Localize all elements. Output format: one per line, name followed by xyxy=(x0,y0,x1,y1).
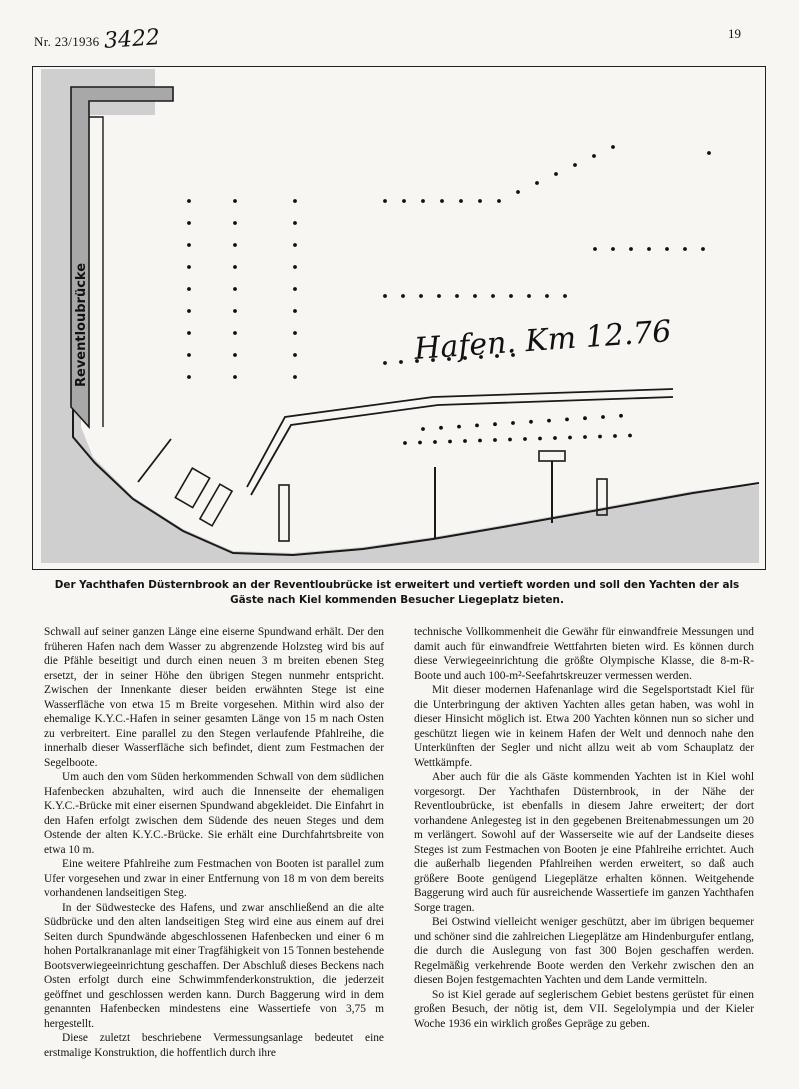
paragraph: Bei Ostwind vielleicht weniger geschützt, aber im übrigen bequemer und schöner sind die zahlreichen Liegeplätze am Hindenburgufer entlang, die durch die Auslegung von fast 300 Bojen geschaffen werden. Regelmäßig verkehrende Boote werden den Verkehr zwischen den an diesen Bojen festgemachten Yachten und dem Lande vermitteln. xyxy=(414,916,754,986)
mooring-buoy xyxy=(547,419,551,423)
mooring-buoy xyxy=(419,294,423,298)
mooring-buoy xyxy=(418,441,422,445)
mooring-buoy xyxy=(293,221,297,225)
paragraph: Diese zuletzt beschriebene Vermessungsanlage bedeutet eine erstmalige Konstruktion, die hoffentlich durch ihre xyxy=(44,1032,384,1059)
mooring-buoy xyxy=(629,247,633,251)
harbor-map-drawing xyxy=(33,67,767,571)
paragraph: technische Vollkommenheit die Gewähr für einwandfreie Messungen und damit auch für einwandfreie Wettfahrten bieten wird. Es können durch diese Verwiegeeinrichtung die größte Olympische Klasse, die 8-m-R-Boote und auch 100-m²-Seefahrtskreuzer vermessen werden. xyxy=(414,626,754,682)
mooring-buoy xyxy=(583,435,587,439)
mooring-buoy xyxy=(491,294,495,298)
mooring-buoy xyxy=(233,309,237,313)
mooring-buoy xyxy=(592,154,596,158)
mooring-buoy xyxy=(233,287,237,291)
paragraph: So ist Kiel gerade auf seglerischem Gebiet bestens gerüstet für einen großen Besuch, der nötig ist, dem VII. Segelolympia und der Kieler Woche 1936 ein wirklich großes Gepräge zu geben. xyxy=(414,988,754,1030)
mooring-buoy xyxy=(459,199,463,203)
mooring-buoy xyxy=(233,221,237,225)
mooring-buoy xyxy=(527,294,531,298)
mooring-buoy xyxy=(529,420,533,424)
paragraph: Mit dieser modernen Hafenanlage wird die Segelsportstadt Kiel für die Unterbringung der aktiven Yachten alles getan haben, was wohl in dieser Hinsicht möglich ist. Etwa 200 Yachten können nun so sicher und geschützt liegen wie in keinem Hafen der Welt und dennoch nahe den Unterkünften der Segler und nicht allzu weit ab vom Schauplatz der Wettkämpfe. xyxy=(414,684,754,769)
mooring-buoy xyxy=(497,199,501,203)
mooring-buoy xyxy=(683,247,687,251)
mooring-buoy xyxy=(187,243,191,247)
paragraph: Aber auch für die als Gäste kommenden Yachten ist in Kiel wohl vorgesorgt. Der Yachthafen Düsternbrook, in der Nähe der Reventloubrücke, ist ebenfalls in diesem Jahre erweitert; der dort vorhandene Anlegesteg ist in den gegebenen Breitenabmessungen um 20 m verlängert. Sowohl auf der Wasserseite wie auf der Landseite dieses Steges ist zum Festmachen von Booten je eine Pfahlreihe errichtet. Auch die außerhalb liegenden Pfahlreihen werden erweitert, so daß auch größere Boote genügend Liegeplätze erhalten können. Weitgehende Baggerung wird auch für ausreichende Wassertiefe im ganzen Yachthafen Sorge tragen. xyxy=(414,771,754,914)
mooring-buoy xyxy=(439,426,443,430)
mooring-buoy xyxy=(233,243,237,247)
mooring-buoy xyxy=(511,421,515,425)
mooring-buoy xyxy=(293,309,297,313)
mooring-buoy xyxy=(647,247,651,251)
mooring-buoy xyxy=(293,331,297,335)
mooring-buoy xyxy=(293,353,297,357)
pier xyxy=(279,485,289,541)
mooring-buoy xyxy=(535,181,539,185)
mooring-buoy xyxy=(598,435,602,439)
mooring-buoy xyxy=(628,434,632,438)
paragraph: In der Südwestecke des Hafens, und zwar anschließend an die alte Südbrücke und den alten landseitigen Steg wird eine aus einem auf drei Seiten durch Spundwände abgeschlossenen Hafenbecken und einer 6 m hohen Portalkrananlage mit einer Tragfähigkeit von 15 Tonnen bestehende Bootsverwiegeeinrichtung geschaffen. Der Abschluß dieses Beckens nach Osten erfolgt durch eine Schwimmfenderkonstruktion, die jederzeit geöffnet und geschlossen werden kann. Durch Baggerung wird in dem genannten Hafenbecken mindestens eine Wassertiefe von 3,75 m hergestellt. xyxy=(44,901,384,1030)
mooring-buoy xyxy=(516,190,520,194)
mooring-buoy xyxy=(613,434,617,438)
harbor-map xyxy=(32,66,766,570)
mooring-buoy xyxy=(187,265,191,269)
pier xyxy=(138,439,171,482)
mooring-buoy xyxy=(187,199,191,203)
mooring-buoy xyxy=(473,294,477,298)
handwritten-note: Hafen. Km 12.76 xyxy=(413,314,673,367)
mooring-buoy xyxy=(402,199,406,203)
mooring-buoy xyxy=(383,361,387,365)
paragraph: Schwall auf seiner ganzen Länge eine eiserne Spundwand erhält. Der den früheren Hafen nach dem Wasser zu abgrenzende Holzsteg wird bis auf die Pfähle beseitigt und durch einen neuen 3 m breiten ebenen Steg ersetzt, der in seiner Höhe den übrigen Stegen nunmehr entspricht. Zwischen der Innenkante dieser beiden erwähnten Stege ist eine Wasserfläche von etwa 15 m Breite vorgesehen. Mithin wird also der ehemalige K.Y.C.-Hafen in seiner gesamten Länge von 15 m nach Osten zu verbreitert. Eine parallel zu den Stegen verlaufende Pfahlreihe, die innerhalb dieser Wasserfläche sich befindet, dient zum Festmachen der Segelboote. xyxy=(44,626,384,769)
mooring-buoy xyxy=(475,424,479,428)
mooring-buoy xyxy=(187,309,191,313)
mooring-buoy xyxy=(401,294,405,298)
mooring-buoy xyxy=(508,438,512,442)
mooring-buoy xyxy=(440,199,444,203)
figure-caption: Der Yachthafen Düsternbrook an der Reventloubrücke ist erweitert und vertieft worden und soll den Yachten der als Gäste nach Kiel kommenden Besucher Liegeplatz bieten. xyxy=(54,579,740,607)
paragraph: Eine weitere Pfahlreihe zum Festmachen von Booten ist parallel zum Ufer vorgesehen und zwar in einer Entfernung von 18 m von dem bereits vorhandenen landseitigen Steg. xyxy=(44,858,384,899)
mooring-buoys xyxy=(187,145,711,445)
mooring-buoy xyxy=(383,294,387,298)
mooring-buoy xyxy=(403,441,407,445)
mooring-buoy xyxy=(293,199,297,203)
mooring-buoy xyxy=(707,151,711,155)
mooring-buoy xyxy=(493,438,497,442)
mooring-buoy xyxy=(293,243,297,247)
weighing-basin xyxy=(175,468,209,507)
mooring-buoy xyxy=(233,375,237,379)
mooring-buoy xyxy=(233,265,237,269)
mooring-buoy xyxy=(293,265,297,269)
mooring-buoy xyxy=(448,440,452,444)
mooring-buoy xyxy=(187,353,191,357)
mooring-buoy xyxy=(583,416,587,420)
mooring-buoy xyxy=(563,294,567,298)
mooring-buoy xyxy=(568,436,572,440)
mooring-buoy xyxy=(538,437,542,441)
mooring-buoy xyxy=(701,247,705,251)
mooring-buoy xyxy=(233,353,237,357)
mooring-buoy xyxy=(383,199,387,203)
mooring-buoy xyxy=(611,247,615,251)
mooring-buoy xyxy=(457,425,461,429)
mooring-buoy xyxy=(421,427,425,431)
mooring-buoy xyxy=(619,414,623,418)
mooring-buoy xyxy=(478,439,482,443)
mooring-buoy xyxy=(433,440,437,444)
mooring-buoy xyxy=(293,287,297,291)
breakwater xyxy=(247,389,673,495)
issue-number: Nr. 23/1936 xyxy=(34,34,100,49)
mooring-buoy xyxy=(437,294,441,298)
mooring-buoy xyxy=(593,247,597,251)
pier xyxy=(539,451,565,461)
mooring-buoy xyxy=(478,199,482,203)
handwritten-archive-number: 3422 xyxy=(103,25,161,54)
mooring-buoy xyxy=(455,294,459,298)
mooring-buoy xyxy=(523,437,527,441)
mooring-buoy xyxy=(554,172,558,176)
crane xyxy=(200,484,232,526)
mooring-buoy xyxy=(293,375,297,379)
mooring-buoy xyxy=(493,422,497,426)
mooring-buoy xyxy=(421,199,425,203)
mooring-buoy xyxy=(399,360,403,364)
mooring-buoy xyxy=(565,418,569,422)
street-label: Reventloubrücke xyxy=(74,262,89,387)
mooring-buoy xyxy=(187,375,191,379)
page-number: 19 xyxy=(728,26,741,41)
mooring-buoy xyxy=(463,439,467,443)
mooring-buoy xyxy=(233,199,237,203)
mooring-buoy xyxy=(187,221,191,225)
mooring-buoy xyxy=(545,294,549,298)
mooring-buoy xyxy=(665,247,669,251)
mooring-buoy xyxy=(233,331,237,335)
pier-inner-edge xyxy=(89,117,103,427)
mooring-buoy xyxy=(187,331,191,335)
text-column-right xyxy=(414,625,754,1031)
mooring-buoy xyxy=(553,436,557,440)
mooring-buoy xyxy=(187,287,191,291)
mooring-buoy xyxy=(601,415,605,419)
mooring-buoy xyxy=(573,163,577,167)
paragraph: Um auch den vom Süden herkommenden Schwall von dem südlichen Hafenbecken abzuhalten, wird auch die Innenseite der ehemaligen K.Y.C.-Brücke mit einer eisernen Spundwand abgekleidet. Die Einfahrt in den Hafen erfolgt zwischen dem Südende des neuen Steges und dem Ostende der alten K.Y.C.-Brücke. Sie erhält eine Durchfahrtsbreite von etwa 10 m. xyxy=(44,771,384,856)
mooring-buoy xyxy=(509,294,513,298)
text-column-left xyxy=(44,625,384,1060)
mooring-buoy xyxy=(611,145,615,149)
